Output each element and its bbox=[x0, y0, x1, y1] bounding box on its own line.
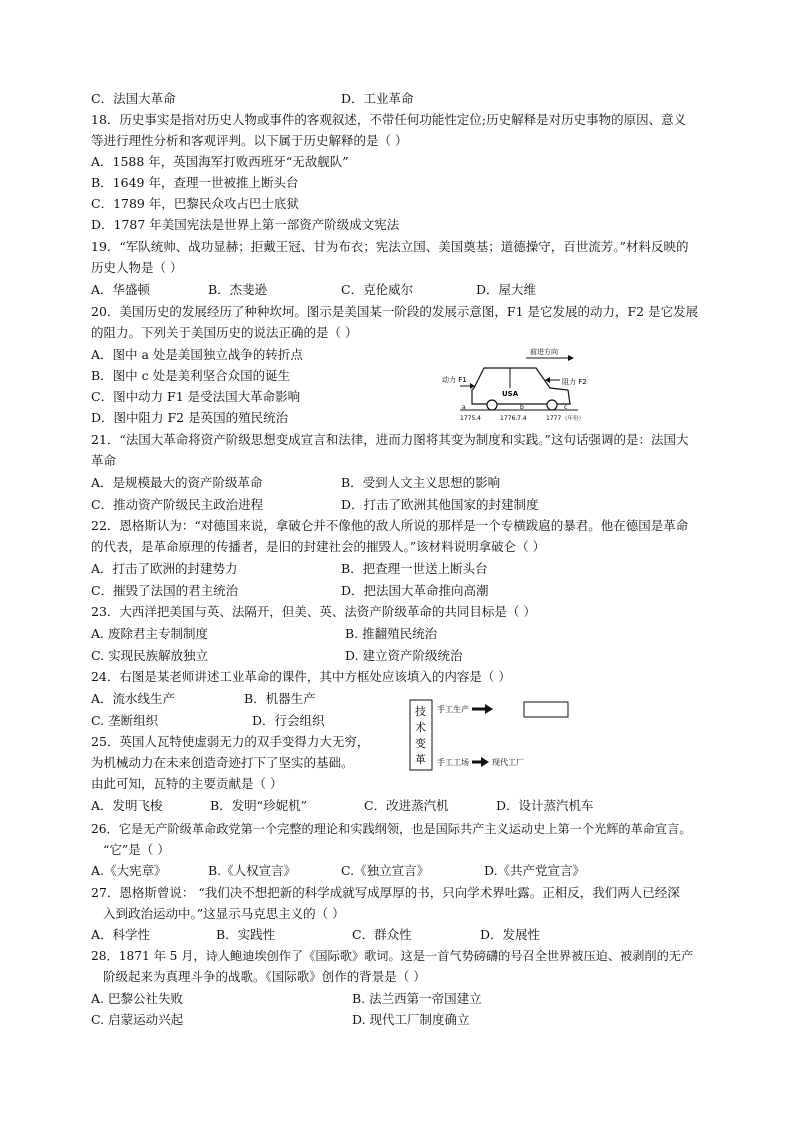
force2-label: 阻力 F2 bbox=[562, 378, 587, 386]
q17-option-d: D．工业革命 bbox=[341, 91, 414, 106]
q25-option-c: C．改进蒸汽机 bbox=[364, 798, 449, 813]
row1-label: 手工生产 bbox=[437, 705, 469, 714]
q25-stem-line3: 由此可知，瓦特的主要贡献是（ ） bbox=[91, 776, 283, 791]
q22-option-c: C．摧毁了法国的君主统治 bbox=[91, 583, 239, 598]
q17-option-c: C．法国大革命 bbox=[91, 91, 176, 106]
direction-arrowhead bbox=[568, 355, 574, 361]
q23-option-b: B. 推翻殖民统治 bbox=[345, 626, 438, 641]
q28-option-d: D. 现代工厂制度确立 bbox=[352, 1012, 470, 1027]
car-wheel-front bbox=[547, 400, 557, 410]
q27-option-a: A．科学性 bbox=[91, 927, 151, 942]
q22-option-a: A．打击了欧洲的封建势力 bbox=[91, 561, 238, 576]
q19-option-a: A．华盛顿 bbox=[91, 282, 151, 297]
q21-option-b: B．受到人文主义思想的影响 bbox=[341, 475, 501, 490]
q27-stem-line2: 入到政治运动中。”这显示马克思主义的（ ） bbox=[103, 906, 345, 921]
q20-option-a: A．图中 a 处是美国独立战争的转折点 bbox=[91, 347, 303, 362]
q25-stem-line1: 25．英国人瓦特使虚弱无力的双手变得力大无穷， bbox=[91, 734, 370, 749]
q23-stem-line1: 23．大西洋把美国与英、法隔开，但美、英、法资产阶级革命的共同目标是（ ） bbox=[91, 604, 536, 619]
q22-option-d: D．把法国大革命推向高潮 bbox=[341, 583, 489, 598]
q20-stem-line2: 的阻力。下列关于美国历史的说法正确的是（ ） bbox=[91, 325, 358, 340]
q25-stem-line2: 为机械动力在未来创造奇迹打下了坚实的基础。 bbox=[91, 755, 354, 770]
q26-option-d: D.《共产党宣言》 bbox=[484, 863, 586, 878]
row2-label: 手工工场 bbox=[437, 758, 469, 767]
date-1: 1775.4 bbox=[460, 415, 481, 422]
q20-option-b: B．图中 c 处是美利坚合众国的诞生 bbox=[91, 368, 291, 383]
car-wheel-rear bbox=[487, 400, 497, 410]
mark-b: b bbox=[520, 404, 524, 411]
q24-option-b: B．机器生产 bbox=[244, 691, 316, 706]
q24-option-d: D．行会组织 bbox=[252, 713, 325, 728]
q21-stem-line2: 革命 bbox=[91, 453, 117, 468]
q23-option-c: C. 实现民族解放独立 bbox=[91, 648, 209, 663]
car-body bbox=[472, 368, 570, 404]
q25-option-d: D．设计蒸汽机车 bbox=[496, 798, 594, 813]
q26-option-a: A.《大宪章》 bbox=[91, 863, 167, 878]
q18-option-d: D．1787 年美国宪法是世界上第一部资产阶级成文宪法 bbox=[91, 217, 400, 232]
side-char-3: 变 bbox=[415, 737, 426, 750]
q22-option-b: B．把查理一世送上断头台 bbox=[341, 561, 488, 576]
q27-option-b: B．实践性 bbox=[216, 927, 276, 942]
q24-stem-line1: 24．右图是某老师讲述工业革命的课件，其中方框处应该填入的内容是（ ） bbox=[91, 669, 511, 684]
q28-option-c: C. 启蒙运动兴起 bbox=[91, 1012, 184, 1027]
q26-option-b: B.《人权宣言》 bbox=[208, 863, 297, 878]
answer-blank-box bbox=[524, 702, 568, 717]
q19-stem-line1: 19．“军队统帅、战功显赫；拒戴王冠、甘为布衣；宪法立国、美国奠基；道德操守，百世流芳。”材料反映的 bbox=[91, 239, 689, 254]
q27-option-c: C．群众性 bbox=[352, 927, 412, 942]
row1-arrowhead bbox=[485, 704, 493, 714]
q28-option-a: A. 巴黎公社失败 bbox=[91, 991, 183, 1006]
q19-stem-line2: 历史人物是（ ） bbox=[91, 260, 183, 275]
q19-option-b: B．杰斐逊 bbox=[208, 282, 268, 297]
q28-stem-line1: 28．1871 年 5 月，诗人鲍迪埃创作了《国际歌》歌词。这是一首气势磅礴的号召全世界被压迫、被剥削的无产 bbox=[91, 949, 694, 963]
q18-stem-line1: 18．历史事实是指对历史人物或事件的客观叙述，不带任何功能性定位;历史解释是对历史事物的原因、意义 bbox=[91, 112, 687, 127]
side-char-1: 技 bbox=[415, 705, 426, 718]
q28-stem-line2: 阶级起来为真理斗争的战歌。《国际歌》创作的背景是（ ） bbox=[103, 969, 426, 984]
q19-option-c: C．克伦威尔 bbox=[341, 282, 414, 297]
date-2: 1776.7.4 bbox=[500, 415, 527, 422]
q25-option-a: A．发明飞梭 bbox=[91, 798, 163, 813]
date-3: 1777 bbox=[546, 415, 562, 422]
car-label: USA bbox=[502, 390, 519, 398]
q18-option-a: A．1588 年，英国海军打败西班牙“无敌舰队” bbox=[91, 154, 349, 169]
q20-option-c: C．图中动力 F1 是受法国大革命影响 bbox=[91, 389, 301, 404]
q27-stem-line1: 27．恩格斯曾说： “我们决不想把新的科学成就写成厚厚的书，只向学术界吐露。正相反，我们两人已经深 bbox=[91, 885, 680, 900]
q18-option-c: C．1789 年，巴黎民众攻占巴士底狱 bbox=[91, 196, 299, 211]
q20-car-diagram bbox=[440, 342, 590, 428]
q19-option-d: D．屋大维 bbox=[476, 282, 537, 297]
q20-stem-line1: 20．美国历史的发展经历了种种坎坷。图示是美国某一阶段的发展示意图，F1 是它发展的动力，F2 是它发展 bbox=[91, 304, 699, 319]
force1-label: 动力 F1 bbox=[442, 376, 467, 384]
mark-c: c bbox=[564, 404, 568, 411]
q21-option-c: C．推动资产阶级民主政治进程 bbox=[91, 497, 264, 512]
q28-option-b: B. 法兰西第一帝国建立 bbox=[352, 991, 482, 1006]
q24-option-a: A．流水线生产 bbox=[91, 691, 176, 706]
q25-option-b: B．发明“珍妮机” bbox=[210, 798, 307, 813]
row2-result: 现代工厂 bbox=[492, 758, 524, 767]
q21-stem-line1: 21．“法国大革命将资产阶级思想变成宣言和法律，进而力图将其变为制度和实践。”这句话强调的是：法国大 bbox=[91, 432, 689, 447]
row2-arrowhead bbox=[481, 757, 489, 767]
mark-a: a bbox=[462, 404, 466, 411]
q27-option-d: D．发展性 bbox=[480, 927, 541, 942]
q26-option-c: C.《独立宣言》 bbox=[341, 863, 430, 878]
side-char-4: 革 bbox=[415, 753, 426, 766]
q20-option-d: D．图中阻力 F2 是英国的殖民统治 bbox=[91, 410, 289, 425]
q21-option-a: A．是规模最大的资产阶级革命 bbox=[91, 475, 263, 490]
q18-stem-line2: 等进行理性分析和客观评判。以下属于历史解释的是（ ） bbox=[91, 133, 408, 148]
direction-label: 前进方向 bbox=[530, 348, 558, 356]
q23-option-a: A. 废除君主专制制度 bbox=[91, 626, 208, 641]
q26-stem-line2: “它”是（ ） bbox=[103, 842, 170, 857]
q23-option-d: D. 建立资产阶级统治 bbox=[345, 648, 463, 663]
q21-option-d: D．打击了欧洲其他国家的封建制度 bbox=[341, 497, 539, 512]
q24-option-c: C. 垄断组织 bbox=[91, 713, 159, 728]
q24-tech-change-diagram bbox=[408, 698, 574, 774]
q18-option-b: B．1649 年，查理一世被推上断头台 bbox=[91, 175, 299, 190]
q22-stem-line1: 22．恩格斯认为：“对德国来说，拿破仑并不像他的敌人所说的那样是一个专横跋扈的暴君。他在德国是革命 bbox=[91, 518, 689, 533]
axis-unit: （年份） bbox=[562, 416, 585, 422]
q22-stem-line2: 的代表，是革命原理的传播者，是旧的封建社会的摧毁人。”该材料说明拿破仑（ ） bbox=[91, 539, 546, 554]
q26-stem-line1: 26．它是无产阶级革命政党第一个完整的理论和实践纲领，也是国际共产主义运动史上第一个光辉的革命宣言。 bbox=[91, 822, 692, 836]
side-char-2: 术 bbox=[415, 721, 426, 734]
